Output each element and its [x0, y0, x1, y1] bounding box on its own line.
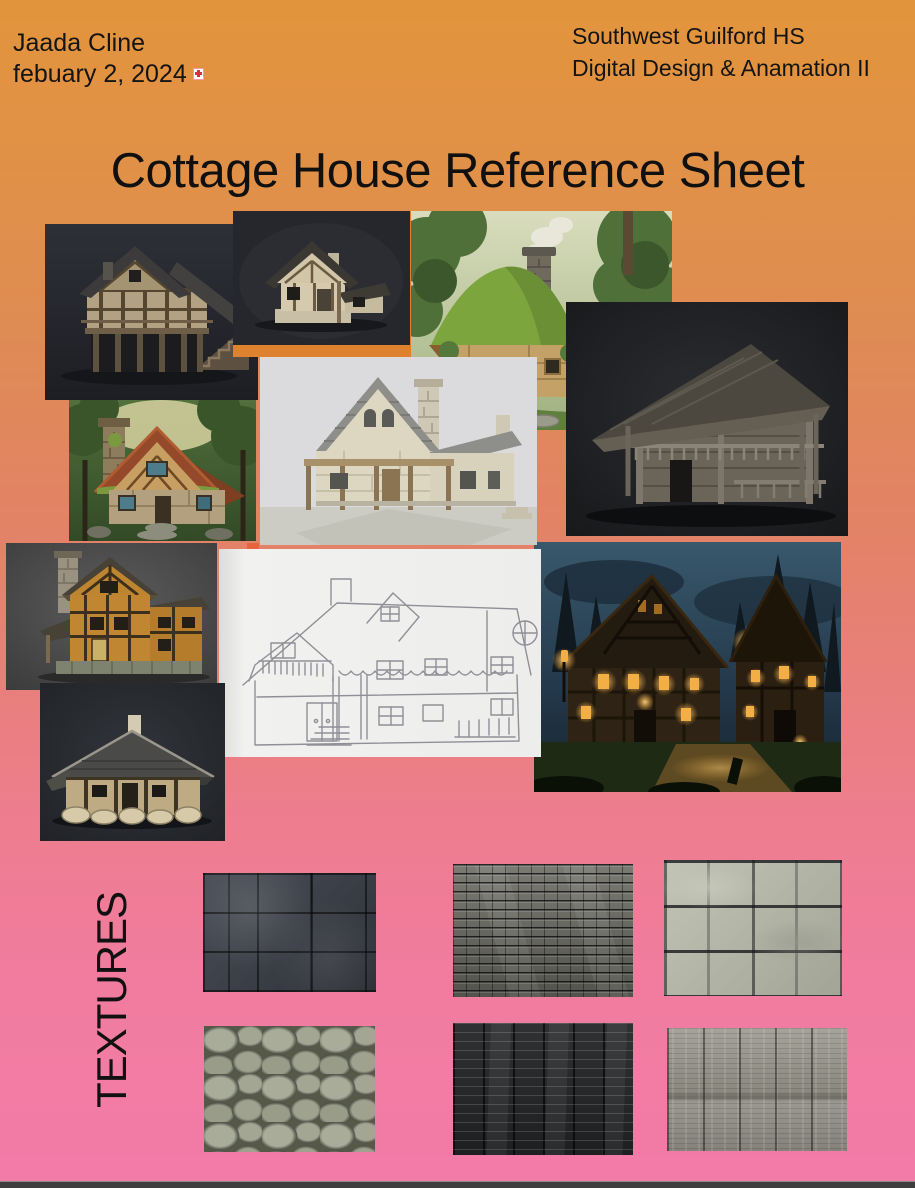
- reference-image-low-stone-cottage: [40, 683, 225, 841]
- reference-image-stone-cottage-with-porch: [260, 357, 537, 545]
- reference-image-thatched-log-cabin: [566, 302, 848, 536]
- reference-image-night-fantasy-village: [534, 542, 841, 792]
- school-name: Southwest Guilford HS: [572, 23, 805, 49]
- page-title: Cottage House Reference Sheet: [110, 143, 805, 198]
- texture-cobblestone-rubble: [204, 1026, 375, 1152]
- reference-image-storybook-forest-cottage: [69, 400, 256, 541]
- reference-image-timbered-two-story-house: [45, 224, 258, 400]
- texture-dark-stacked-slate: [453, 1023, 633, 1155]
- date-line: febuary 2, 2024: [13, 60, 187, 88]
- school-header: [572, 20, 870, 84]
- footer-bar: [0, 1181, 915, 1188]
- textures-section-label: TEXTURES: [88, 891, 135, 1109]
- reference-image-tudor-timber-house: [6, 543, 217, 690]
- reference-image-small-stone-cottage: [233, 211, 410, 345]
- student-name: Jaada Cline: [13, 29, 146, 57]
- texture-light-stone-bricks: [664, 860, 842, 996]
- texture-slate-roof-shingles: [453, 864, 633, 997]
- student-header: [13, 28, 187, 90]
- image-anchor-marker-icon: [193, 68, 204, 80]
- reference-image-pencil-cottage-sketch: [219, 549, 541, 757]
- texture-dark-stone-blocks: [203, 873, 376, 992]
- texture-weathered-wood-shingles: [667, 1028, 847, 1151]
- course-name: Digital Design & Anamation II: [572, 55, 870, 81]
